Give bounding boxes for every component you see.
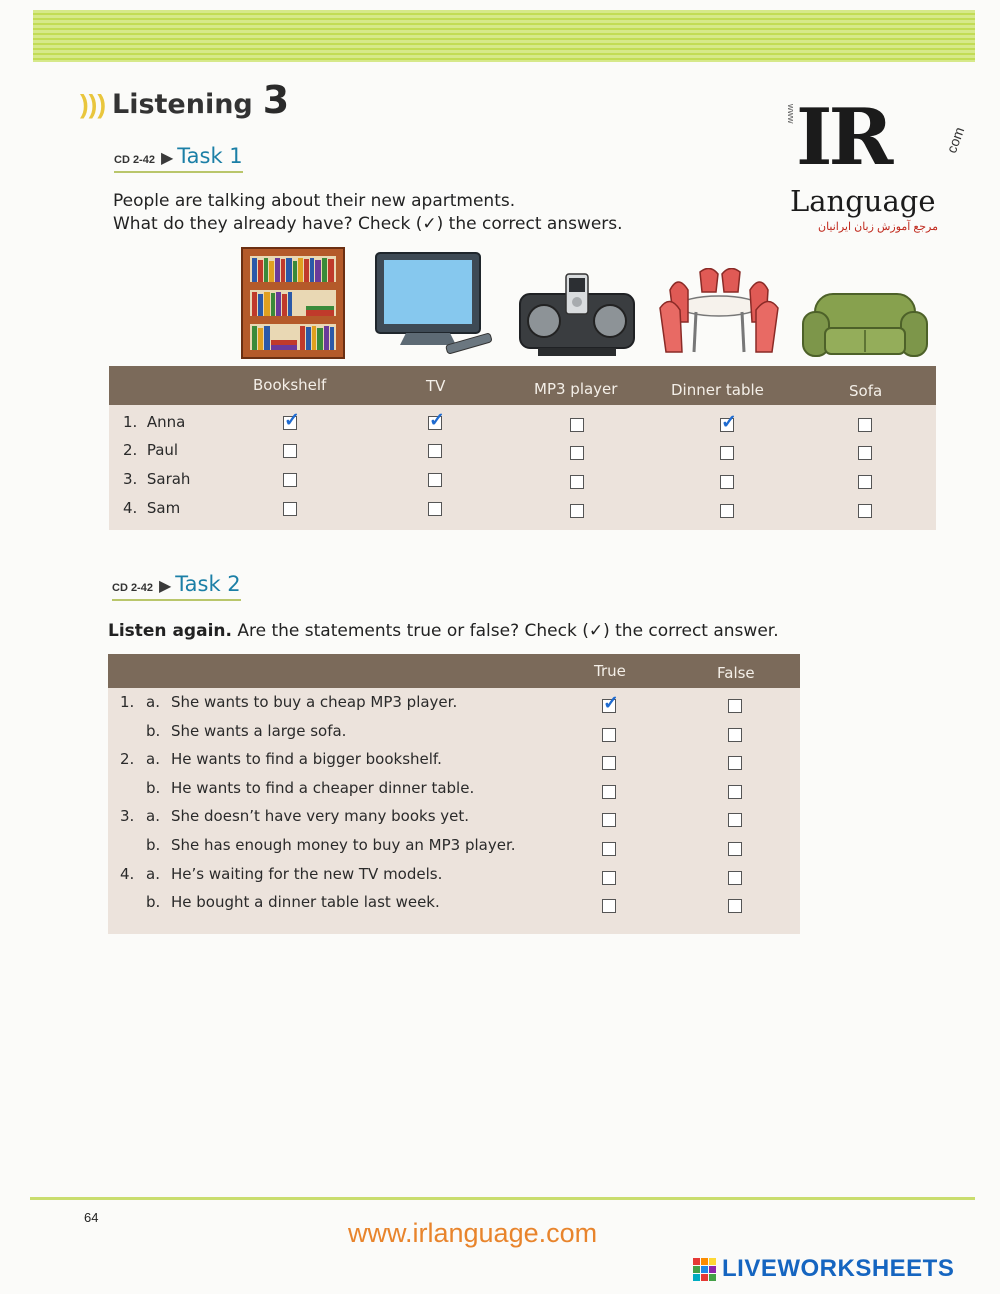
checkbox-false[interactable]	[728, 899, 742, 913]
checkbox-bookshelf[interactable]	[283, 502, 297, 516]
task1-table-body	[109, 405, 936, 530]
checkbox-tv[interactable]	[428, 410, 445, 431]
row-number: 2.	[123, 441, 138, 459]
col-mp3-player: MP3 player	[534, 380, 618, 398]
statement-text: He wants to find a bigger bookshelf.	[171, 750, 442, 769]
statement-row	[120, 836, 516, 854]
liveworksheets-brand[interactable]	[693, 1255, 954, 1283]
checkbox-bookshelf[interactable]	[283, 410, 300, 431]
checkbox-bookshelf[interactable]	[283, 444, 297, 458]
checkbox-mp3-player[interactable]	[570, 418, 584, 432]
statement-number: 3.	[120, 807, 135, 826]
checkbox-true[interactable]	[602, 813, 616, 827]
person-name: Sam	[146, 499, 181, 517]
play-arrow-icon: ▶	[160, 150, 174, 167]
task2-instruction-bold: Listen again.	[108, 621, 232, 641]
logo-www: www	[786, 104, 796, 124]
header-stripe-band	[33, 10, 975, 62]
task2-table-header	[108, 654, 800, 688]
checkbox-sofa[interactable]	[858, 475, 872, 489]
page-number: 64	[84, 1210, 99, 1225]
statement-letter: a.	[146, 693, 160, 711]
statement-number: 2.	[120, 750, 135, 769]
col-false: False	[717, 664, 755, 682]
checkbox-dinner-table[interactable]	[720, 504, 734, 518]
row-number: 1.	[123, 413, 138, 431]
logo-com: com	[943, 124, 968, 156]
statement-row	[120, 807, 469, 825]
checkbox-sofa[interactable]	[858, 418, 872, 432]
statement-row	[120, 693, 457, 711]
bookshelf-picture	[240, 246, 346, 360]
checkbox-true[interactable]	[602, 899, 616, 913]
sound-waves-icon: )))	[80, 89, 106, 119]
checkbox-sofa[interactable]	[858, 446, 872, 460]
checkmark-icon: ✓	[284, 410, 300, 431]
task1-title: Task 1	[177, 144, 243, 168]
dinner-table-picture	[656, 268, 782, 360]
checkbox-mp3-player[interactable]	[570, 475, 584, 489]
statement-row	[120, 722, 346, 740]
col-dinner-table: Dinner table	[671, 381, 764, 399]
checkbox-false[interactable]	[728, 871, 742, 885]
tv-picture	[372, 249, 498, 361]
row-number: 4.	[123, 499, 138, 517]
section-word: Listening	[111, 89, 253, 120]
sofa-picture	[801, 290, 929, 362]
statement-row	[120, 893, 440, 911]
task1-underline	[114, 171, 243, 173]
checkbox-false[interactable]	[728, 785, 742, 799]
logo-ir: IR	[796, 92, 890, 183]
statement-text: She doesn’t have very many books yet.	[171, 807, 470, 826]
logo-persian-tagline: مرجع آموزش زبان ایرانیان	[818, 221, 939, 233]
col-sofa: Sofa	[849, 382, 883, 400]
checkbox-false[interactable]	[728, 813, 742, 827]
checkbox-true[interactable]	[602, 728, 616, 742]
checkbox-dinner-table[interactable]	[720, 446, 734, 460]
task1-row-label	[123, 413, 185, 431]
checkbox-true[interactable]	[602, 785, 616, 799]
mp3-player-picture	[518, 270, 636, 358]
checkbox-mp3-player[interactable]	[570, 504, 584, 518]
task1-table-header	[109, 366, 936, 405]
statement-row	[120, 779, 474, 797]
liveworksheets-logo-icon	[693, 1258, 716, 1281]
task2-title: Task 2	[175, 572, 241, 596]
checkbox-tv[interactable]	[428, 444, 442, 458]
checkbox-sofa[interactable]	[858, 504, 872, 518]
checkbox-false[interactable]	[728, 699, 742, 713]
person-name: Sarah	[146, 470, 191, 488]
statement-number: 4.	[120, 864, 135, 883]
cd-track-label: CD 2-42	[114, 154, 155, 166]
statement-text: She wants to buy a cheap MP3 player.	[171, 693, 458, 711]
liveworksheets-text: LIVEWORKSHEETS	[722, 1255, 955, 1282]
task1-instruction-line2: What do they already have? Check (✓) the correct answers.	[113, 214, 623, 234]
checkbox-false[interactable]	[728, 756, 742, 770]
statement-letter: b.	[146, 778, 161, 797]
task1-row-label	[123, 441, 178, 459]
checkbox-false[interactable]	[728, 842, 742, 856]
statement-letter: a.	[146, 750, 160, 769]
checkbox-bookshelf[interactable]	[283, 473, 297, 487]
website-link[interactable]: www.irlanguage.com	[348, 1218, 598, 1248]
checkbox-true[interactable]	[602, 842, 616, 856]
checkbox-dinner-table[interactable]	[720, 475, 734, 489]
task2-instruction-rest: Are the statements true or false? Check (✓) the correct answer.	[231, 621, 779, 641]
statement-letter: b.	[146, 893, 161, 912]
task1-row-label	[123, 470, 190, 488]
col-true: True	[594, 662, 626, 680]
task2-instructions	[108, 620, 779, 643]
person-name: Paul	[146, 441, 179, 459]
checkbox-true[interactable]	[602, 756, 616, 770]
checkbox-true[interactable]	[602, 693, 619, 714]
statement-text: He wants to find a cheaper dinner table.	[171, 778, 475, 797]
task1-heading	[114, 144, 243, 168]
statement-letter: a.	[146, 807, 160, 826]
task1-row-label	[123, 499, 180, 517]
task1-instruction-line1: People are talking about their new apartments.	[113, 191, 516, 211]
statement-row	[120, 750, 442, 768]
section-number: 3	[262, 78, 290, 122]
irlanguage-logo	[780, 92, 980, 242]
checkmark-icon: ✓	[429, 410, 445, 431]
checkbox-true[interactable]	[602, 871, 616, 885]
statement-letter: b.	[146, 721, 161, 740]
col-bookshelf: Bookshelf	[253, 376, 327, 394]
task2-underline	[112, 599, 241, 601]
section-title	[80, 78, 289, 122]
col-tv: TV	[426, 377, 446, 395]
statement-text: She has enough money to buy an MP3 player.	[171, 836, 516, 854]
row-number: 3.	[123, 470, 138, 488]
checkmark-icon: ✓	[603, 693, 619, 714]
checkbox-tv[interactable]	[428, 502, 442, 516]
task1-instructions	[113, 190, 623, 236]
statement-text: He’s waiting for the new TV models.	[171, 864, 443, 883]
checkmark-icon: ✓	[721, 412, 737, 433]
person-name: Anna	[146, 413, 186, 431]
logo-language: Language	[790, 184, 936, 218]
checkbox-false[interactable]	[728, 728, 742, 742]
statement-row	[120, 865, 442, 883]
checkbox-dinner-table[interactable]	[720, 412, 737, 433]
statement-number: 1.	[120, 693, 135, 711]
checkbox-mp3-player[interactable]	[570, 446, 584, 460]
statement-letter: b.	[146, 836, 161, 854]
statement-text: He bought a dinner table last week.	[171, 893, 440, 912]
statement-letter: a.	[146, 864, 160, 883]
footer-rule	[30, 1197, 975, 1200]
play-arrow-icon: ▶	[158, 578, 172, 595]
cd-track-label: CD 2-42	[112, 582, 153, 594]
task2-heading	[112, 572, 241, 596]
statement-text: She wants a large sofa.	[171, 721, 347, 740]
checkbox-tv[interactable]	[428, 473, 442, 487]
